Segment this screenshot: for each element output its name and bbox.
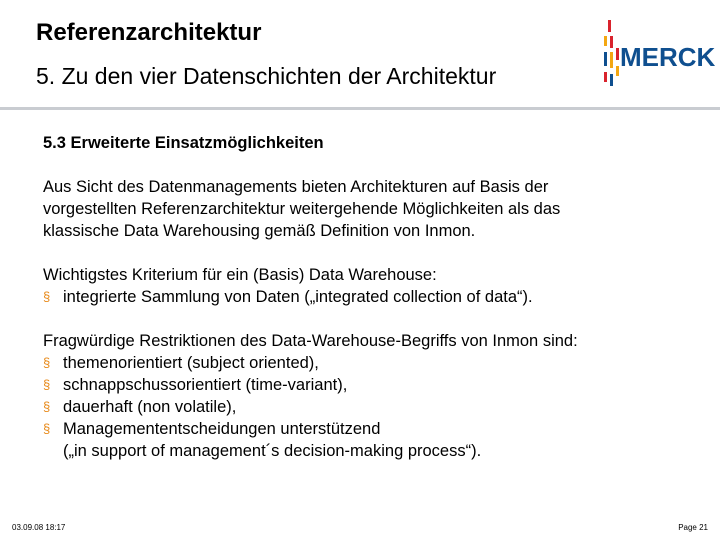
footer-page-number: Page 21	[678, 523, 708, 532]
logo-text: MERCK	[620, 42, 716, 72]
logo-bars-icon	[602, 18, 622, 98]
bullet-item	[43, 352, 708, 374]
paragraph-line: Wichtigstes Kriterium für ein (Basis) Data Warehouse:	[43, 266, 437, 284]
merck-logo	[602, 18, 716, 98]
paragraph-criterion	[43, 264, 708, 308]
bullet-text: themenorientiert (subject oriented),	[63, 354, 319, 372]
bullet-text: dauerhaft (non volatile),	[63, 398, 237, 416]
bullet-text: Managemententscheidungen unterstützend	[63, 420, 381, 438]
bullet-continuation: („in support of management´s decision-making process“).	[63, 442, 482, 460]
bullet-icon: §	[43, 377, 51, 392]
bullet-item	[43, 418, 708, 440]
bullet-item	[43, 374, 708, 396]
paragraph-intro	[43, 176, 708, 242]
bullet-item	[43, 286, 708, 308]
bullet-text: schnappschussorientiert (time-variant),	[63, 376, 348, 394]
bullet-text: integrierte Sammlung von Daten („integrated collection of data“).	[63, 288, 533, 306]
paragraph-restrictions	[43, 330, 708, 462]
header-divider	[0, 107, 720, 110]
paragraph-line: vorgestellten Referenzarchitektur weitergehende Möglichkeiten als das	[43, 200, 561, 218]
footer-date: 03.09.08 18:17	[12, 523, 66, 532]
paragraph-line: klassische Data Warehousing gemäß Definition von Inmon.	[43, 222, 476, 240]
slide-subtitle: 5. Zu den vier Datenschichten der Architektur	[36, 63, 497, 89]
slide-content	[43, 132, 708, 484]
bullet-icon: §	[43, 421, 51, 436]
bullet-icon: §	[43, 355, 51, 370]
bullet-icon: §	[43, 289, 51, 304]
paragraph-line: Aus Sicht des Datenmanagements bieten Architekturen auf Basis der	[43, 178, 549, 196]
bullet-item	[43, 396, 708, 418]
slide-title: Referenzarchitektur	[36, 19, 262, 46]
section-heading: 5.3 Erweiterte Einsatzmöglichkeiten	[43, 134, 324, 152]
paragraph-line: Fragwürdige Restriktionen des Data-Warehouse-Begriffs von Inmon sind:	[43, 332, 578, 350]
bullet-icon: §	[43, 399, 51, 414]
